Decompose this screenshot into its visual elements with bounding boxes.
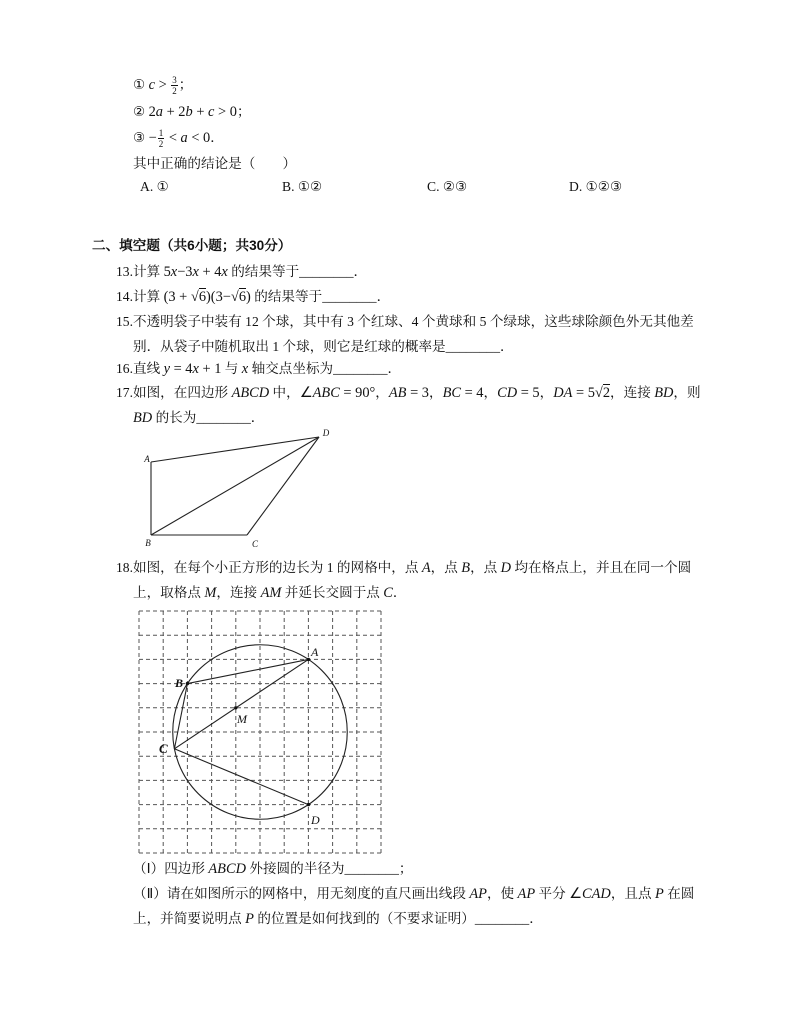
math-variable: P [245,911,254,927]
fraction [158,129,165,148]
math-variable: ABC [312,385,340,401]
text-run: 如图，在四边形 [133,385,232,400]
radicand: 6 [198,289,207,305]
text-run: ； [236,104,251,119]
point-c-label: C [159,741,168,756]
math-symbols: − [148,130,157,146]
math-symbols: + [192,104,209,120]
segment-da [151,437,319,462]
text-run: ， [483,385,498,400]
text-run: ． [210,130,224,145]
math-variable: c [208,104,215,120]
math-variable: ABCD [231,385,270,401]
question-15-line-1 [133,313,694,331]
text-run: 上，并简要说明点 [133,911,246,926]
math-symbols: = 5 [517,385,540,401]
math-variable: c [148,77,155,93]
text-run: 上，取格点 [133,585,205,600]
fraction-denominator: 2 [158,139,164,150]
math-variable: b [185,104,193,120]
text-run: ， [375,385,389,400]
text-run: 的位置是如何找到的（不要求证明）________． [253,911,543,926]
option-c: C. ②③ [427,179,468,194]
math-symbols: = 3 [406,385,429,401]
text-run: 别．从袋子中随机取出 1 个球，则它是红球的概率是________． [133,339,514,354]
math-symbols: < 0 [187,130,211,146]
text-run: 的长为________． [152,410,265,425]
text-run: 均在格点上，并且在同一个圆 [511,560,692,575]
math-symbols: + 1 [198,361,222,377]
question-number: 16. [116,361,133,376]
grid-lines [139,611,381,853]
text-run: 不透明袋子中装有 12 个球，其中有 3 个红球、4 个黄球和 5 个绿球，这些球除颜色外无其他差 [133,314,694,329]
text-run: 外接圆的半径为________； [245,861,413,876]
math-symbols: )(3− [206,289,231,305]
math-symbols: = 4 [169,361,193,377]
math-symbols: 5 [163,264,171,280]
math-variable: a [155,104,163,120]
segment-bc [174,684,187,749]
math-symbols: (3 + [163,289,191,305]
text-run: 轴交点坐标为________． [248,361,402,376]
math-variable: y [163,361,170,377]
point-b-label: B [175,676,184,690]
point-d-label: D [311,813,320,827]
math-variable: x [192,264,199,280]
text-run: 的结果等于________． [227,264,368,279]
statement-2 [133,103,251,121]
math-symbols: ∠ [569,886,583,902]
math-symbols: = 4 [460,385,484,401]
text-run: 与 [221,361,242,376]
figure-17-quadrilateral [130,425,340,557]
option-a: A. ① [140,179,169,194]
math-variable: ABCD [208,861,246,877]
text-run: 的结果等于________． [250,289,391,304]
math-variable: BC [442,385,461,401]
question-number: 18. [116,560,133,575]
text-run: 并延长交圆于点 [281,585,384,600]
text-run: ，使 [486,886,518,901]
point-a-label: A [311,645,319,659]
math-variable: A [421,560,431,576]
fraction-denominator: 2 [172,86,177,97]
question-13-line-1 [133,263,367,281]
segment-cd [174,749,308,805]
fraction-numerator: 3 [172,75,177,86]
math-symbols: −3 [177,264,193,280]
text-run: ，连接 [610,385,655,400]
math-symbols: ) [246,289,251,305]
question-18-part-2-line-2 [133,910,543,928]
point-m-label: M [237,712,247,726]
point-m-dot [234,706,237,709]
math-symbols: = 5 [572,385,595,401]
math-symbols: √ [230,289,239,305]
question-16-line-1 [133,360,401,378]
question-number: 14. [116,289,133,304]
fraction [171,76,178,95]
question-17-line-1 [133,384,701,402]
math-variable: AP [469,886,487,902]
math-variable: a [180,130,188,146]
math-symbols: > 0 [214,104,237,120]
statement-1 [133,75,193,97]
math-symbols: + 4 [198,264,222,280]
text-run: ，点 [470,560,501,575]
math-variable: C [383,585,393,601]
text-run: 在圆 [663,886,695,901]
text-run: 如图，在每个小正方形的边长为 1 的网格中，点 [133,560,422,575]
text-run: ③ [133,130,149,145]
point-d-label: D [322,428,330,438]
question-14-line-1 [133,288,390,306]
math-variable: x [192,361,199,377]
radicand: 6 [238,289,247,305]
point-b-label: B [145,538,151,548]
question-number: 17. [116,385,133,400]
radicand: 2 [602,385,611,401]
segment-bd [151,437,319,535]
math-variable: P [655,886,664,902]
text-run: （Ⅰ）四边形 [133,861,209,876]
question-number: 15. [116,314,133,329]
question-18-part-2-line-1 [133,885,694,903]
text-run: ． [392,585,407,600]
text-run: ，且点 [610,886,655,901]
math-symbols: √ [594,385,603,401]
math-symbols: ∠ [299,385,313,401]
question-15-line-2 [133,338,514,356]
math-variable: B [461,560,471,576]
text-run: ② [133,104,149,119]
point-c-label: C [251,539,259,549]
math-variable: DA [553,385,573,401]
figure-18-grid-circle [130,600,392,862]
point-a-label: A [144,454,150,464]
math-variable: x [221,264,228,280]
math-variable: BD [654,385,674,401]
fraction-numerator: 1 [158,128,164,139]
text-run: 直线 [133,361,164,376]
segment-cd [247,437,319,535]
math-variable: x [170,264,178,280]
math-symbols: √ [190,289,199,305]
math-variable: AM [260,585,282,601]
text-run: ，连接 [216,585,261,600]
math-variable: CAD [582,886,611,902]
point-b-dot [186,682,189,685]
math-symbols: > [154,77,171,93]
text-run: 平分 [535,886,570,901]
point-d-dot [307,803,310,806]
math-symbols: < [165,130,181,146]
question-18-line-1 [133,559,691,577]
text-run: ，点 [430,560,462,575]
math-symbols: = 90° [339,385,376,401]
text-run: 中， [269,385,300,400]
math-variable: D [500,560,512,576]
text-run: ； [178,77,193,92]
section-title: 二、填空题（共6小题；共30分） [92,238,292,253]
math-variable: CD [497,385,518,401]
math-symbols: 2 [148,104,156,120]
math-variable: x [241,361,249,377]
text-run: ，则 [673,385,701,400]
text-run: ， [429,385,443,400]
option-d: D. ①②③ [569,179,623,194]
question-prompt: 其中正确的结论是（ ） [133,156,297,171]
question-18-part-1 [133,860,413,878]
math-variable: M [204,585,217,601]
option-b: B. ①② [282,179,323,194]
math-symbols: + 2 [163,104,186,120]
text-run: ① [133,77,149,92]
math-variable: AP [517,886,536,902]
math-variable: AB [388,385,407,401]
text-run: （Ⅱ）请在如图所示的网格中，用无刻度的直尺画出线段 [133,886,470,901]
question-number: 13. [116,264,133,279]
text-run: 计算 [133,264,164,279]
statement-3 [133,128,224,150]
text-run: 计算 [133,289,164,304]
text-run: ， [539,385,554,400]
math-variable: BD [133,410,153,426]
point-a-dot [307,658,310,661]
